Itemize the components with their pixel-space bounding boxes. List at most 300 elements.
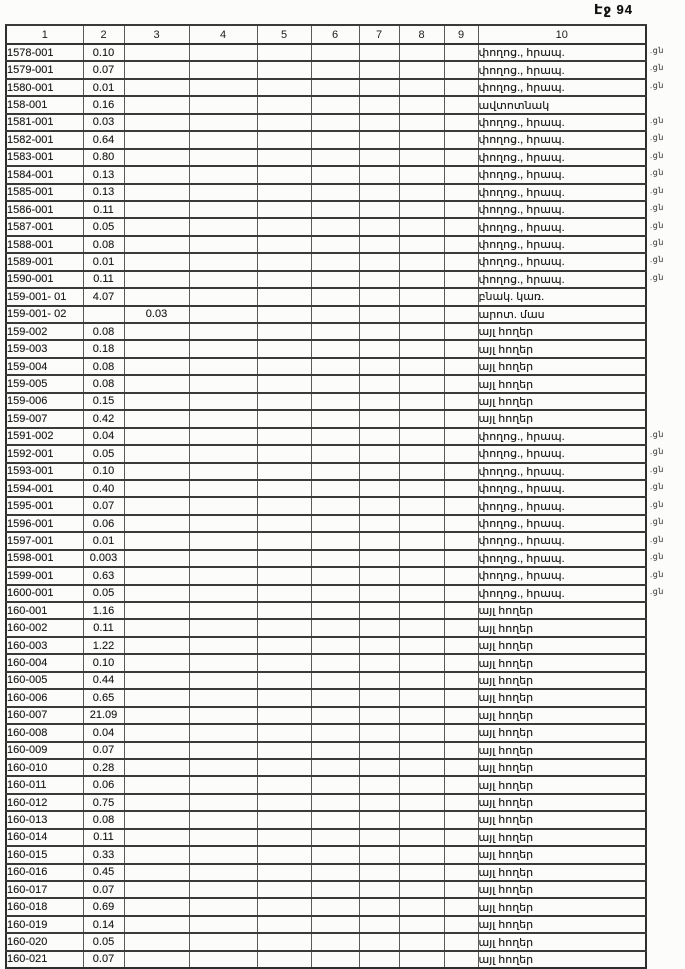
table-row [6,445,646,462]
table-row [6,79,646,96]
cell-parcel-code: 159-003 [6,340,83,357]
cell-col7 [359,794,399,811]
cell-parcel-code: 159-001- 01 [6,288,83,305]
cell-col6 [311,532,359,549]
table-row [6,951,646,968]
cell-land-category: փողոց., հրապ. [478,550,646,567]
cell-col4 [189,532,257,549]
cell-col2: 4.07 [83,288,124,305]
cell-land-category: փողոց., հրապ. [478,184,646,201]
cell-col4 [189,480,257,497]
column-header-3: 3 [124,25,189,44]
cell-col3 [124,166,189,183]
cell-parcel-code: 1591-002 [6,428,83,445]
cell-col7 [359,672,399,689]
cell-land-category: փողոց., հրապ. [478,428,646,445]
cell-col6 [311,759,359,776]
cell-col7 [359,271,399,288]
cell-parcel-code: 1583-001 [6,149,83,166]
cell-col3 [124,445,189,462]
cell-col9 [444,306,478,323]
cell-col7 [359,585,399,602]
table-row [6,846,646,863]
cell-col4 [189,306,257,323]
cell-col6 [311,497,359,514]
cadastre-table [5,24,647,969]
cell-col3 [124,951,189,968]
cell-col6 [311,236,359,253]
cell-col4 [189,951,257,968]
cell-col8 [399,550,444,567]
cell-col3 [124,689,189,706]
cell-parcel-code: 1579-001 [6,61,83,78]
cell-col3 [124,933,189,950]
cell-col5 [257,149,311,166]
cell-col9 [444,463,478,480]
cell-col6 [311,201,359,218]
cell-col7 [359,550,399,567]
cell-col2: 0.15 [83,393,124,410]
cell-col5 [257,306,311,323]
cell-col8 [399,114,444,131]
cell-land-category: այլ հողեր [478,393,646,410]
cell-col3 [124,724,189,741]
cell-col9 [444,375,478,392]
table-row [6,602,646,619]
table-row [6,724,646,741]
cell-col5 [257,794,311,811]
cell-col4 [189,253,257,270]
cell-col5 [257,131,311,148]
column-header-4: 4 [189,25,257,44]
handwritten-margin-note: .ցն [649,150,664,160]
table-row [6,44,646,61]
cell-col5 [257,637,311,654]
cell-col8 [399,829,444,846]
cell-col8 [399,532,444,549]
cell-col4 [189,218,257,235]
cell-land-category: փողոց., հրապ. [478,131,646,148]
handwritten-margin-note: .ցն [649,63,664,73]
cell-col2: 0.44 [83,672,124,689]
cell-land-category: փողոց., հրապ. [478,166,646,183]
handwritten-margin-note: .ցն [649,569,664,579]
handwritten-margin-note: .ցն [649,499,664,509]
cell-col9 [444,567,478,584]
cell-col6 [311,585,359,602]
cell-col8 [399,306,444,323]
cell-col3 [124,794,189,811]
cell-col8 [399,654,444,671]
cell-land-category: փողոց., հրապ. [478,149,646,166]
cell-col7 [359,61,399,78]
table-row [6,497,646,514]
cell-col8 [399,515,444,532]
table-row [6,829,646,846]
cell-col5 [257,602,311,619]
cell-col9 [444,602,478,619]
cell-col6 [311,166,359,183]
cell-col8 [399,166,444,183]
cell-col2: 0.13 [83,184,124,201]
cell-col6 [311,654,359,671]
table-row [6,166,646,183]
cell-col7 [359,619,399,636]
cell-col9 [444,358,478,375]
cell-col3 [124,829,189,846]
cell-col5 [257,811,311,828]
cell-land-category: այլ հողեր [478,358,646,375]
cell-parcel-code: 1588-001 [6,236,83,253]
cell-col6 [311,375,359,392]
cell-col7 [359,951,399,968]
cell-col5 [257,218,311,235]
cell-col9 [444,218,478,235]
page-number-label: Էջ 94 [594,2,633,17]
cell-land-category: այլ հողեր [478,637,646,654]
cell-col2: 0.05 [83,218,124,235]
cell-parcel-code: 160-013 [6,811,83,828]
cell-col6 [311,184,359,201]
cell-col8 [399,131,444,148]
cell-col9 [444,951,478,968]
cell-col3 [124,271,189,288]
cell-col5 [257,445,311,462]
cell-col5 [257,323,311,340]
cell-land-category: փողոց., հրապ. [478,497,646,514]
cell-col5 [257,497,311,514]
cell-col4 [189,619,257,636]
cell-col8 [399,410,444,427]
cell-col8 [399,567,444,584]
cell-col8 [399,463,444,480]
cell-col7 [359,166,399,183]
cell-col7 [359,218,399,235]
cell-col6 [311,707,359,724]
cell-col9 [444,114,478,131]
cell-col2: 0.01 [83,79,124,96]
table-row [6,463,646,480]
cell-col5 [257,61,311,78]
cell-col4 [189,846,257,863]
cell-col6 [311,306,359,323]
cell-col6 [311,463,359,480]
handwritten-margin-note: .ցն [649,185,664,195]
cell-col9 [444,864,478,881]
cell-col7 [359,236,399,253]
cell-col5 [257,480,311,497]
cell-col9 [444,166,478,183]
cell-col9 [444,637,478,654]
cell-col5 [257,707,311,724]
handwritten-margin-note: .ցն [649,517,664,527]
cell-land-category: ավտոտնակ [478,96,646,113]
cell-land-category: այլ հողեր [478,881,646,898]
cell-col7 [359,724,399,741]
cell-col8 [399,149,444,166]
cell-col2: 0.03 [83,114,124,131]
cell-col2: 0.07 [83,951,124,968]
cell-col6 [311,689,359,706]
cell-col6 [311,253,359,270]
cell-col7 [359,742,399,759]
handwritten-margin-note: .ցն [649,80,664,91]
column-header-8: 8 [399,25,444,44]
cell-parcel-code: 160-007 [6,707,83,724]
cell-col8 [399,323,444,340]
cell-col2: 0.08 [83,323,124,340]
cell-col6 [311,602,359,619]
cell-land-category: այլ հողեր [478,340,646,357]
cell-col5 [257,689,311,706]
cell-col4 [189,410,257,427]
cell-col4 [189,515,257,532]
cell-col4 [189,44,257,61]
column-header-7: 7 [359,25,399,44]
cell-col6 [311,724,359,741]
cell-col3 [124,114,189,131]
cell-col4 [189,742,257,759]
cell-col2: 0.06 [83,776,124,793]
cell-col3 [124,218,189,235]
cell-col7 [359,114,399,131]
cell-col9 [444,742,478,759]
cell-land-category: այլ հողեր [478,742,646,759]
cell-col3 [124,375,189,392]
cell-col6 [311,96,359,113]
cell-land-category: այլ հողեր [478,724,646,741]
cell-parcel-code: 159-007 [6,410,83,427]
cell-col8 [399,794,444,811]
cell-col4 [189,689,257,706]
cell-col6 [311,742,359,759]
table-row [6,619,646,636]
cell-parcel-code: 160-006 [6,689,83,706]
cell-col3 [124,654,189,671]
cell-col7 [359,689,399,706]
table-row [6,637,646,654]
cell-col3 [124,585,189,602]
cell-parcel-code: 1594-001 [6,480,83,497]
cell-parcel-code: 1582-001 [6,131,83,148]
table-row [6,149,646,166]
cell-col4 [189,759,257,776]
cell-col8 [399,672,444,689]
handwritten-margin-note: .ցն [649,168,664,178]
cell-parcel-code: 160-014 [6,829,83,846]
cell-col9 [444,619,478,636]
cell-col4 [189,881,257,898]
table-row [6,253,646,270]
cell-col5 [257,410,311,427]
cell-parcel-code: 160-019 [6,916,83,933]
cell-parcel-code: 159-004 [6,358,83,375]
cell-col2: 0.05 [83,445,124,462]
table-row [6,114,646,131]
cell-col3 [124,323,189,340]
cell-col5 [257,567,311,584]
cell-col7 [359,184,399,201]
cell-col7 [359,497,399,514]
cell-col8 [399,61,444,78]
cell-parcel-code: 1599-001 [6,567,83,584]
cell-col3 [124,567,189,584]
column-header-1: 1 [6,25,83,44]
cell-col2: 0.45 [83,864,124,881]
cell-col3 [124,742,189,759]
cell-col3 [124,236,189,253]
cell-col7 [359,829,399,846]
cell-col3 [124,602,189,619]
cell-col7 [359,149,399,166]
cell-col6 [311,933,359,950]
cell-col2: 0.13 [83,166,124,183]
cell-col7 [359,410,399,427]
cell-land-category: փողոց., հրապ. [478,271,646,288]
cell-col7 [359,375,399,392]
cell-col4 [189,358,257,375]
cell-col2: 0.06 [83,515,124,532]
cell-col6 [311,550,359,567]
table-row [6,654,646,671]
cell-col5 [257,724,311,741]
cell-col7 [359,707,399,724]
cell-col3 [124,759,189,776]
cell-col3 [124,532,189,549]
cell-land-category: այլ հողեր [478,794,646,811]
cell-land-category: փողոց., հրապ. [478,585,646,602]
cell-col3 [124,881,189,898]
cell-col3 [124,79,189,96]
cell-col3 [124,61,189,78]
cell-col2: 1.22 [83,637,124,654]
cell-col5 [257,288,311,305]
cell-col6 [311,358,359,375]
cell-col4 [189,131,257,148]
cell-col7 [359,201,399,218]
cell-col9 [444,96,478,113]
cell-parcel-code: 1584-001 [6,166,83,183]
cell-col4 [189,637,257,654]
cell-col6 [311,323,359,340]
cell-col3 [124,96,189,113]
table-row [6,306,646,323]
cell-col9 [444,532,478,549]
cell-col6 [311,218,359,235]
cell-col4 [189,794,257,811]
cell-col6 [311,846,359,863]
cell-col6 [311,567,359,584]
cell-col8 [399,846,444,863]
cell-col4 [189,724,257,741]
table-row [6,742,646,759]
cell-col4 [189,550,257,567]
cell-col7 [359,515,399,532]
cell-col4 [189,201,257,218]
cell-col8 [399,79,444,96]
cell-col4 [189,829,257,846]
table-row [6,550,646,567]
table-row [6,759,646,776]
cell-col5 [257,375,311,392]
cell-col3 [124,288,189,305]
cell-col3 [124,480,189,497]
cell-col2: 0.08 [83,811,124,828]
cell-col4 [189,61,257,78]
cell-col2: 0.003 [83,550,124,567]
cell-land-category: փողոց., հրապ. [478,253,646,270]
cell-col8 [399,776,444,793]
cell-col2: 0.64 [83,131,124,148]
cell-col4 [189,933,257,950]
cell-col2: 0.65 [83,689,124,706]
cell-parcel-code: 1592-001 [6,445,83,462]
cell-col5 [257,393,311,410]
cell-parcel-code: 160-011 [6,776,83,793]
cell-col4 [189,585,257,602]
cell-col7 [359,637,399,654]
cadastre-table-wrapper [5,24,646,969]
cell-col7 [359,445,399,462]
cell-land-category: փողոց., հրապ. [478,114,646,131]
cell-col2: 0.33 [83,846,124,863]
cell-col6 [311,672,359,689]
cell-col9 [444,393,478,410]
cell-col6 [311,44,359,61]
cell-col4 [189,184,257,201]
cell-land-category: փողոց., հրապ. [478,445,646,462]
cell-col9 [444,881,478,898]
cell-col3 [124,393,189,410]
cell-col6 [311,829,359,846]
cell-col4 [189,96,257,113]
cell-parcel-code: 159-001- 02 [6,306,83,323]
cell-col8 [399,742,444,759]
cell-col8 [399,253,444,270]
table-row [6,61,646,78]
cell-col7 [359,306,399,323]
cell-col2: 0.07 [83,742,124,759]
cell-col2: 0.07 [83,497,124,514]
cell-col8 [399,340,444,357]
cell-col8 [399,933,444,950]
table-row [6,707,646,724]
cell-col6 [311,515,359,532]
cell-col5 [257,898,311,915]
cell-col2: 0.69 [83,898,124,915]
cell-parcel-code: 1581-001 [6,114,83,131]
cell-col2: 0.08 [83,358,124,375]
table-header [6,25,646,44]
cell-land-category: այլ հողեր [478,916,646,933]
cell-col7 [359,463,399,480]
cell-land-category: փողոց., հրապ. [478,201,646,218]
cell-col9 [444,707,478,724]
cell-col8 [399,724,444,741]
handwritten-margin-note: .ցն [649,464,664,474]
handwritten-margin-note: .ցն [649,447,664,457]
header-row [6,25,646,44]
cell-land-category: այլ հողեր [478,707,646,724]
cell-parcel-code: 1585-001 [6,184,83,201]
table-row [6,567,646,584]
cell-col9 [444,61,478,78]
cell-col2: 0.80 [83,149,124,166]
cell-col3 [124,149,189,166]
table-row [6,358,646,375]
cell-col5 [257,654,311,671]
cell-col5 [257,759,311,776]
